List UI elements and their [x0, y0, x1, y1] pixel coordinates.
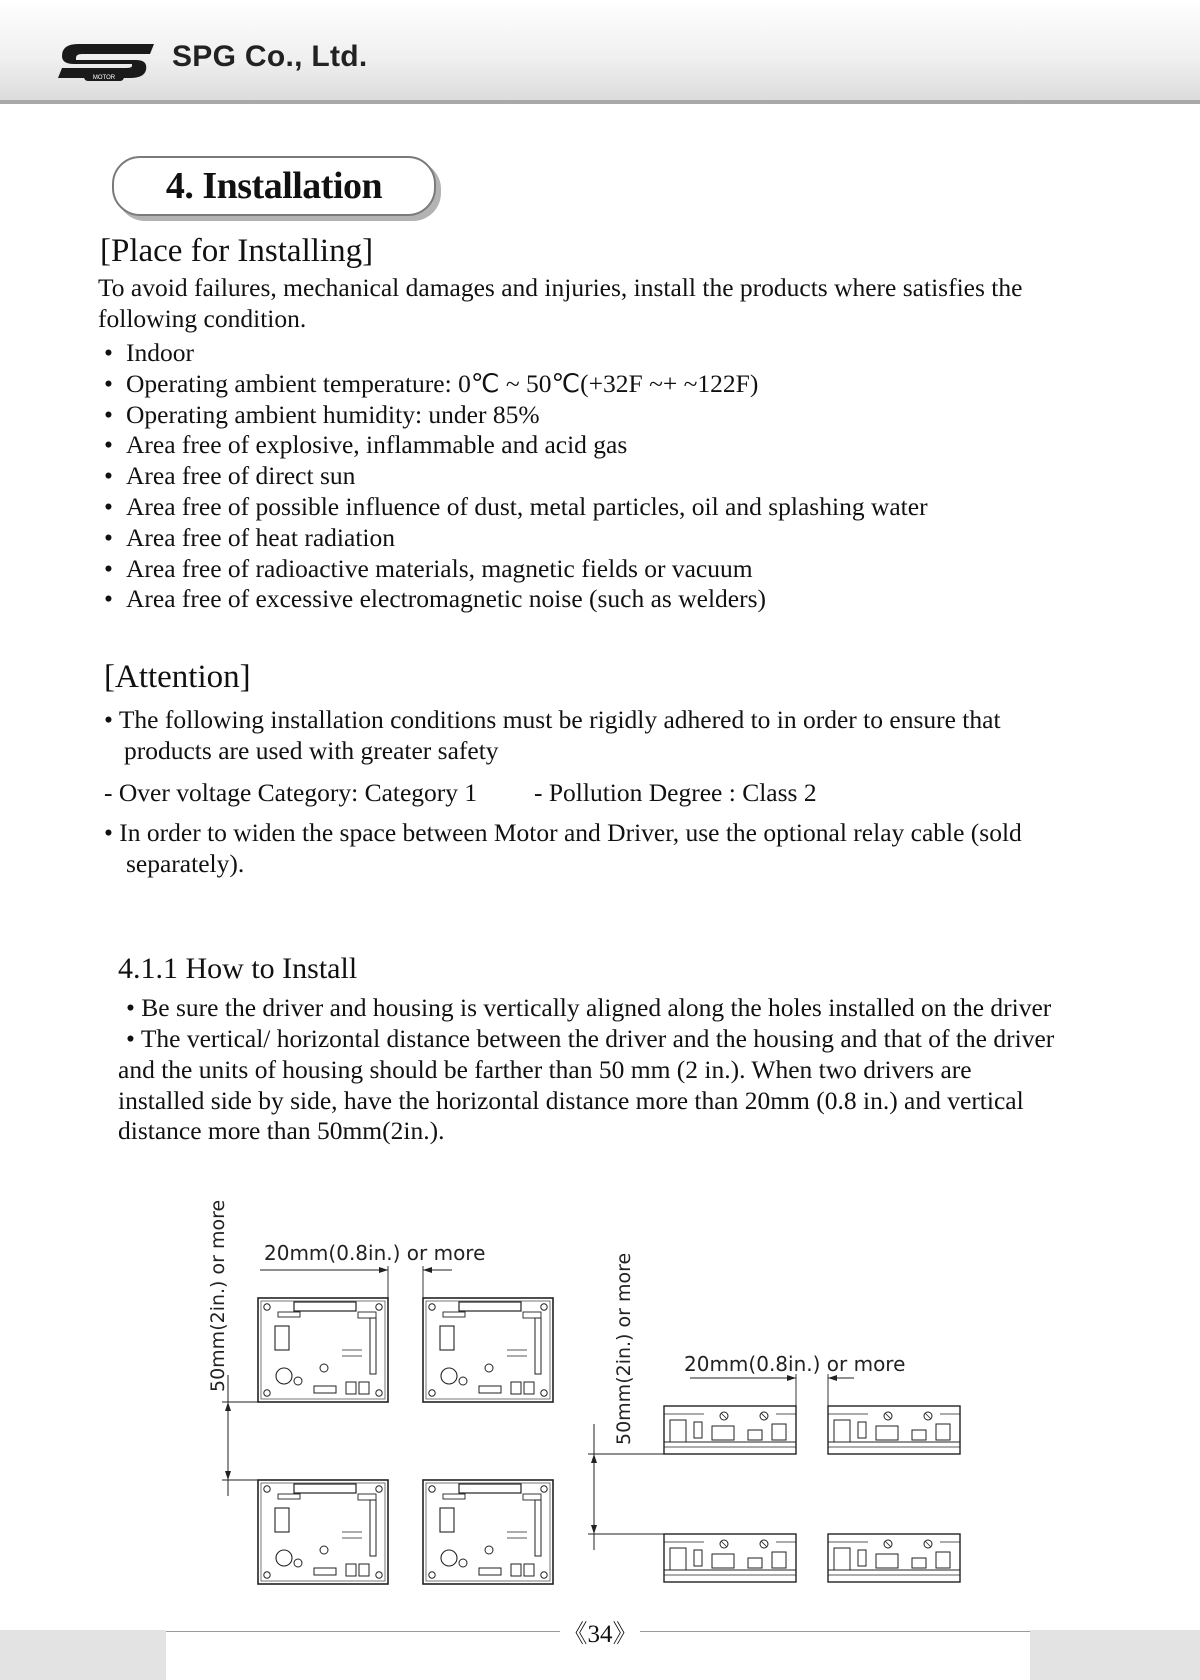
attention-text: separately). — [126, 849, 245, 878]
installation-spacing-diagram — [190, 1180, 990, 1600]
attention-text: • The following installation conditions must be rigidly adhered to in order to ensure that — [104, 705, 1001, 734]
list-item: • Operating ambient humidity: under 85% — [104, 400, 928, 431]
list-item: • Indoor — [104, 338, 928, 369]
left-horizontal-dimension-label: 20mm(0.8in.) or more — [264, 1241, 486, 1265]
place-heading: [Place for Installing] — [100, 233, 374, 269]
pollution-degree: - Pollution Degree : Class 2 — [534, 778, 817, 807]
list-item: • Operating ambient temperature: 0℃ ~ 50℃(+32F ~+ ~122F) — [104, 369, 928, 400]
left-vertical-dimension-label: 50mm(2in.) or more — [207, 1199, 229, 1392]
footer-bar-right — [1030, 1630, 1200, 1680]
company-name: SPG Co., Ltd. — [172, 40, 368, 73]
overvoltage-category: - Over voltage Category: Category 1 — [104, 778, 478, 807]
attention-heading: [Attention] — [104, 659, 251, 695]
list-item: • Area free of explosive, inflammable and acid gas — [104, 430, 928, 461]
install-heading: 4.1.1 How to Install — [118, 952, 358, 985]
svg-text:MOTOR: MOTOR — [92, 75, 116, 81]
section-title-pill — [112, 156, 436, 216]
list-item: • Area free of excessive electromagnetic noise (such as welders) — [104, 584, 928, 615]
page-number: 《34》 — [560, 1614, 640, 1650]
spg-motor-logo-icon — [56, 36, 156, 82]
right-vertical-dimension-label: 50mm(2in.) or more — [613, 1252, 635, 1445]
page-header — [0, 0, 1200, 104]
list-item: • Area free of radioactive materials, magnetic fields or vacuum — [104, 554, 928, 585]
place-intro: To avoid failures, mechanical damages and injuries, install the products where satisfies the following condition. — [98, 273, 1023, 333]
install-text: and the units of housing should be farther than 50 mm (2 in.). When two drivers are — [118, 1055, 972, 1084]
install-text: installed side by side, have the horizontal distance more than 20mm (0.8 in.) and vertical — [118, 1086, 1024, 1115]
footer-rule — [166, 1631, 560, 1632]
attention-text: • In order to widen the space between Motor and Driver, use the optional relay cable (sold — [104, 818, 1022, 847]
attention-text: products are used with greater safety — [124, 736, 499, 765]
install-text: distance more than 50mm(2in.). — [118, 1116, 445, 1145]
install-text: • The vertical/ horizontal distance between the driver and the housing and that of the driver — [126, 1024, 1055, 1053]
list-item: • Area free of heat radiation — [104, 523, 928, 554]
condition-list — [104, 338, 928, 615]
footer-rule — [640, 1631, 1030, 1632]
right-horizontal-dimension-label: 20mm(0.8in.) or more — [684, 1352, 906, 1376]
install-text: • Be sure the driver and housing is vertically aligned along the holes installed on the driver — [126, 993, 1052, 1022]
list-item: • Area free of possible influence of dust, metal particles, oil and splashing water — [104, 492, 928, 523]
list-item: • Area free of direct sun — [104, 461, 928, 492]
footer-bar-left — [0, 1630, 166, 1680]
section-title: 4. Installation — [165, 165, 383, 207]
